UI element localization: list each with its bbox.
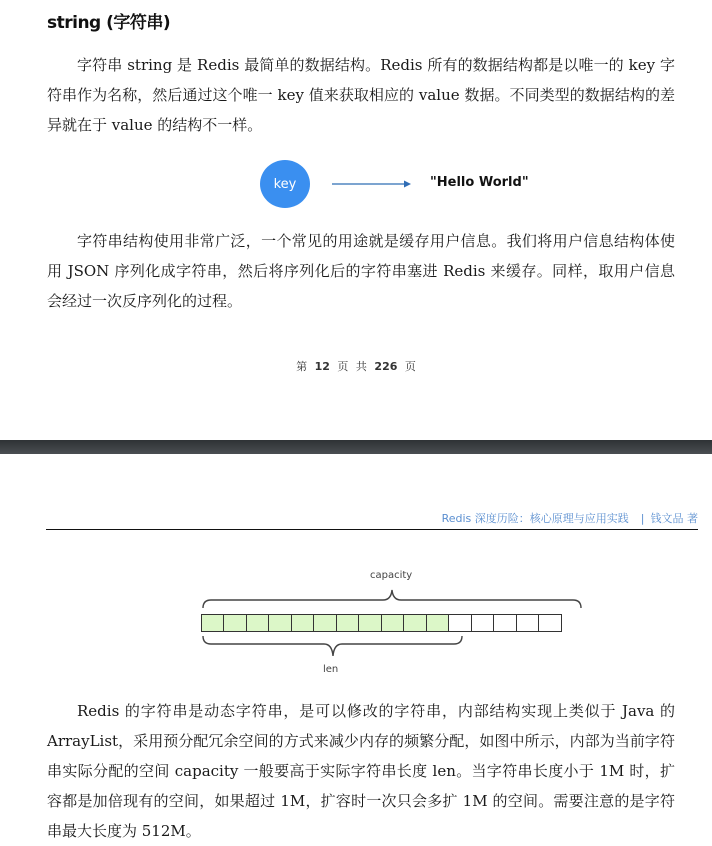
footer-middle: 页 共 — [337, 360, 367, 373]
section-title: string (字符串) — [47, 13, 171, 33]
used-cell — [403, 614, 427, 632]
used-cell — [313, 614, 337, 632]
capacity-label: capacity — [370, 570, 413, 581]
capacity-brace-icon — [202, 588, 582, 610]
paragraph-text: 字符串结构使用非常广泛，一个常见的用途就是缓存用户信息。我们将用户信息结构体使用 JSON 序列化成字符串，然后将序列化后的字符串塞进 Redis 来缓存。同样，取用户信息会经过一次反序列化的过程。 — [47, 232, 675, 310]
total-page-count: 226 — [374, 360, 398, 373]
free-cell — [493, 614, 517, 632]
len-label: len — [323, 664, 339, 675]
header-separator: | — [640, 512, 645, 525]
key-label: key — [273, 176, 297, 192]
author: 钱文品 著 — [650, 512, 698, 525]
free-cell — [471, 614, 495, 632]
len-brace-icon — [202, 634, 464, 658]
page-footer — [0, 358, 712, 374]
current-page-number: 12 — [314, 360, 330, 373]
footer-suffix: 页 — [404, 360, 416, 373]
used-cell — [201, 614, 225, 632]
capacity-diagram — [196, 566, 588, 676]
page-separator — [0, 440, 712, 454]
key-value-diagram — [260, 160, 540, 210]
footer-prefix: 第 — [296, 360, 308, 373]
used-cell — [291, 614, 315, 632]
used-cell — [336, 614, 360, 632]
paragraph-text: Redis 的字符串是动态字符串，是可以修改的字符串，内部结构实现上类似于 Java 的 ArrayList，采用预分配冗余空间的方式来减少内存的频繁分配，如图中所示，内部为当前字符串实际分配的空间 capacity 一般要高于实际字符串长度 len。当字符串长度小于 1M 时，扩容都是加倍现有的空间，如果超过 1M，扩容时一次只会多扩 1M 的空间。需要注意的是字符串最大长度为 512M。 — [47, 702, 675, 840]
paragraph-string-usage — [47, 226, 675, 316]
used-cell — [358, 614, 382, 632]
free-cell — [448, 614, 472, 632]
value-label: "Hello World" — [430, 175, 529, 190]
running-header — [442, 510, 698, 526]
free-cell — [538, 614, 562, 632]
arrow-right-icon — [332, 179, 412, 189]
paragraph-string-intro — [47, 50, 675, 140]
paragraph-text: 字符串 string 是 Redis 最简单的数据结构。Redis 所有的数据结构都是以唯一的 key 字符串作为名称，然后通过这个唯一 key 值来获取相应的 value 数据。不同类型的数据结构的差异就在于 value 的结构不一样。 — [47, 56, 675, 134]
key-circle — [260, 160, 310, 208]
used-cell — [223, 614, 247, 632]
buffer-cells — [202, 614, 562, 632]
book-title: Redis 深度历险：核心原理与应用实践 — [441, 512, 629, 525]
used-cell — [426, 614, 450, 632]
paragraph-dynamic-string — [47, 696, 675, 846]
header-rule — [46, 529, 698, 530]
used-cell — [246, 614, 270, 632]
used-cell — [381, 614, 405, 632]
free-cell — [516, 614, 540, 632]
pdf-page-13 — [0, 454, 712, 844]
used-cell — [268, 614, 292, 632]
